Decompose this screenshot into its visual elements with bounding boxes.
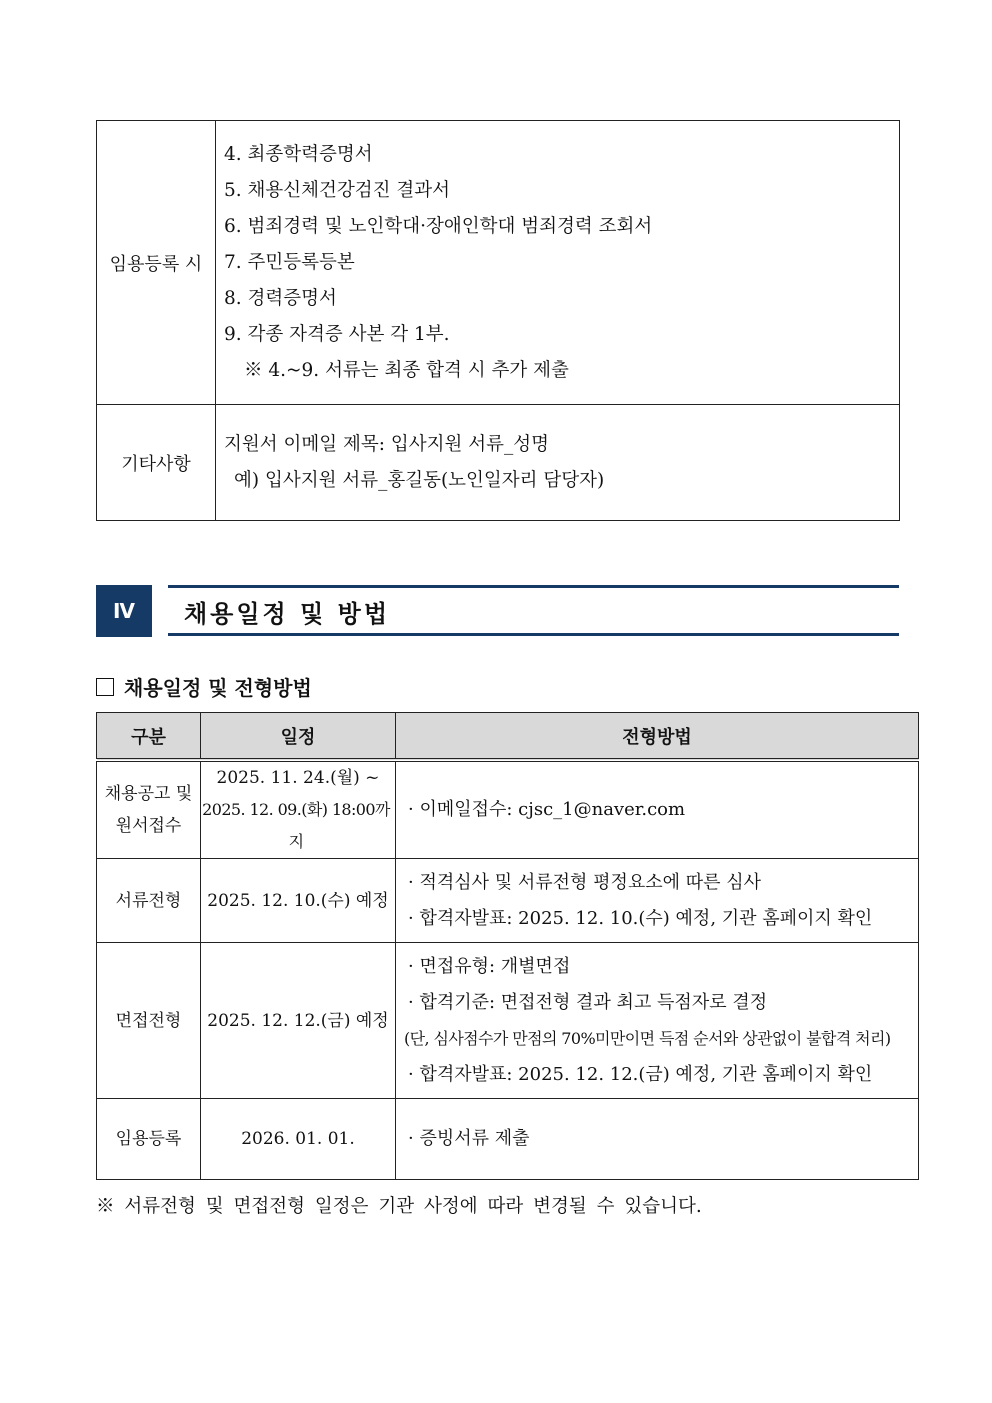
category-cell: 임용등록 bbox=[97, 1099, 201, 1180]
table-row bbox=[97, 859, 919, 943]
subheading bbox=[96, 672, 312, 701]
method-item: · 증빙서류 제출 bbox=[408, 1128, 530, 1149]
schedule-cell: 2025. 12. 10.(수) 예정 bbox=[201, 859, 396, 943]
table-row bbox=[97, 1099, 919, 1180]
method-item: · 이메일접수: cjsc_1@naver.com bbox=[408, 799, 686, 820]
method-item: · 합격기준: 면접전형 결과 최고 득점자로 결정 bbox=[408, 991, 768, 1013]
method-item: · 합격자발표: 2025. 12. 12.(금) 예정, 기관 홈페이지 확인 bbox=[408, 1063, 873, 1085]
table-header-row bbox=[97, 713, 919, 761]
square-bullet-icon bbox=[96, 678, 114, 696]
category-cell: 서류전형 bbox=[97, 859, 201, 943]
category-cell: 면접전형 bbox=[97, 943, 201, 1099]
schedule-cell: 2026. 01. 01. bbox=[201, 1099, 396, 1180]
schedule-cell bbox=[201, 760, 396, 859]
list-item: 7. 주민등록등본 bbox=[224, 251, 355, 273]
table-row bbox=[97, 405, 900, 521]
section-number: Ⅳ bbox=[96, 585, 152, 637]
note: ※ 4.~9. 서류는 최종 합격 시 추가 제출 bbox=[244, 359, 569, 381]
category-text: 원서접수 bbox=[115, 816, 182, 836]
row-content bbox=[216, 121, 900, 405]
row-label: 임용등록 시 bbox=[97, 121, 216, 405]
category-text: 채용공고 및 bbox=[104, 784, 193, 804]
schedule-table bbox=[96, 712, 919, 1180]
row-content bbox=[216, 405, 900, 521]
list-item: 6. 범죄경력 및 노인학대·장애인학대 범죄경력 조회서 bbox=[224, 215, 653, 237]
method-cell bbox=[396, 1099, 919, 1180]
category-cell bbox=[97, 760, 201, 859]
method-cell bbox=[396, 943, 919, 1099]
column-header: 전형방법 bbox=[396, 713, 919, 761]
row-label: 기타사항 bbox=[97, 405, 216, 521]
schedule-text: 2025. 11. 24.(월) ~ bbox=[216, 768, 380, 788]
section-rule-top bbox=[168, 585, 899, 588]
method-item: · 면접유형: 개별면접 bbox=[408, 955, 571, 977]
footnote: ※ 서류전형 및 면접전형 일정은 기관 사정에 따라 변경될 수 있습니다. bbox=[96, 1196, 702, 1217]
list-item: 8. 경력증명서 bbox=[224, 287, 337, 309]
method-cell bbox=[396, 760, 919, 859]
documents-table bbox=[96, 120, 900, 521]
subheading-text: 채용일정 및 전형방법 bbox=[124, 676, 312, 700]
method-cell bbox=[396, 859, 919, 943]
table-row bbox=[97, 121, 900, 405]
method-item: · 적격심사 및 서류전형 평정요소에 따른 심사 bbox=[408, 871, 762, 893]
schedule-text: 2025. 12. 09.(화) 18:00까지 bbox=[202, 800, 390, 851]
column-header: 일정 bbox=[201, 713, 396, 761]
section-rule-bottom bbox=[168, 633, 899, 636]
schedule-cell: 2025. 12. 12.(금) 예정 bbox=[201, 943, 396, 1099]
list-item: 9. 각종 자격증 사본 각 1부. bbox=[224, 323, 450, 345]
column-header: 구분 bbox=[97, 713, 201, 761]
table-row bbox=[97, 943, 919, 1099]
table-row bbox=[97, 760, 919, 859]
method-note: (단, 심사점수가 만점의 70%미만이면 득점 순서와 상관없이 불합격 처리) bbox=[404, 1028, 891, 1048]
section-title: 채용일정 및 방법 bbox=[184, 600, 390, 628]
list-item: 지원서 이메일 제목: 입사지원 서류_성명 bbox=[224, 433, 549, 455]
method-item: · 합격자발표: 2025. 12. 10.(수) 예정, 기관 홈페이지 확인 bbox=[408, 907, 873, 929]
note: 예) 입사지원 서류_홍길동(노인일자리 담당자) bbox=[234, 469, 605, 491]
list-item: 4. 최종학력증명서 bbox=[224, 143, 373, 165]
list-item: 5. 채용신체건강검진 결과서 bbox=[224, 179, 450, 201]
